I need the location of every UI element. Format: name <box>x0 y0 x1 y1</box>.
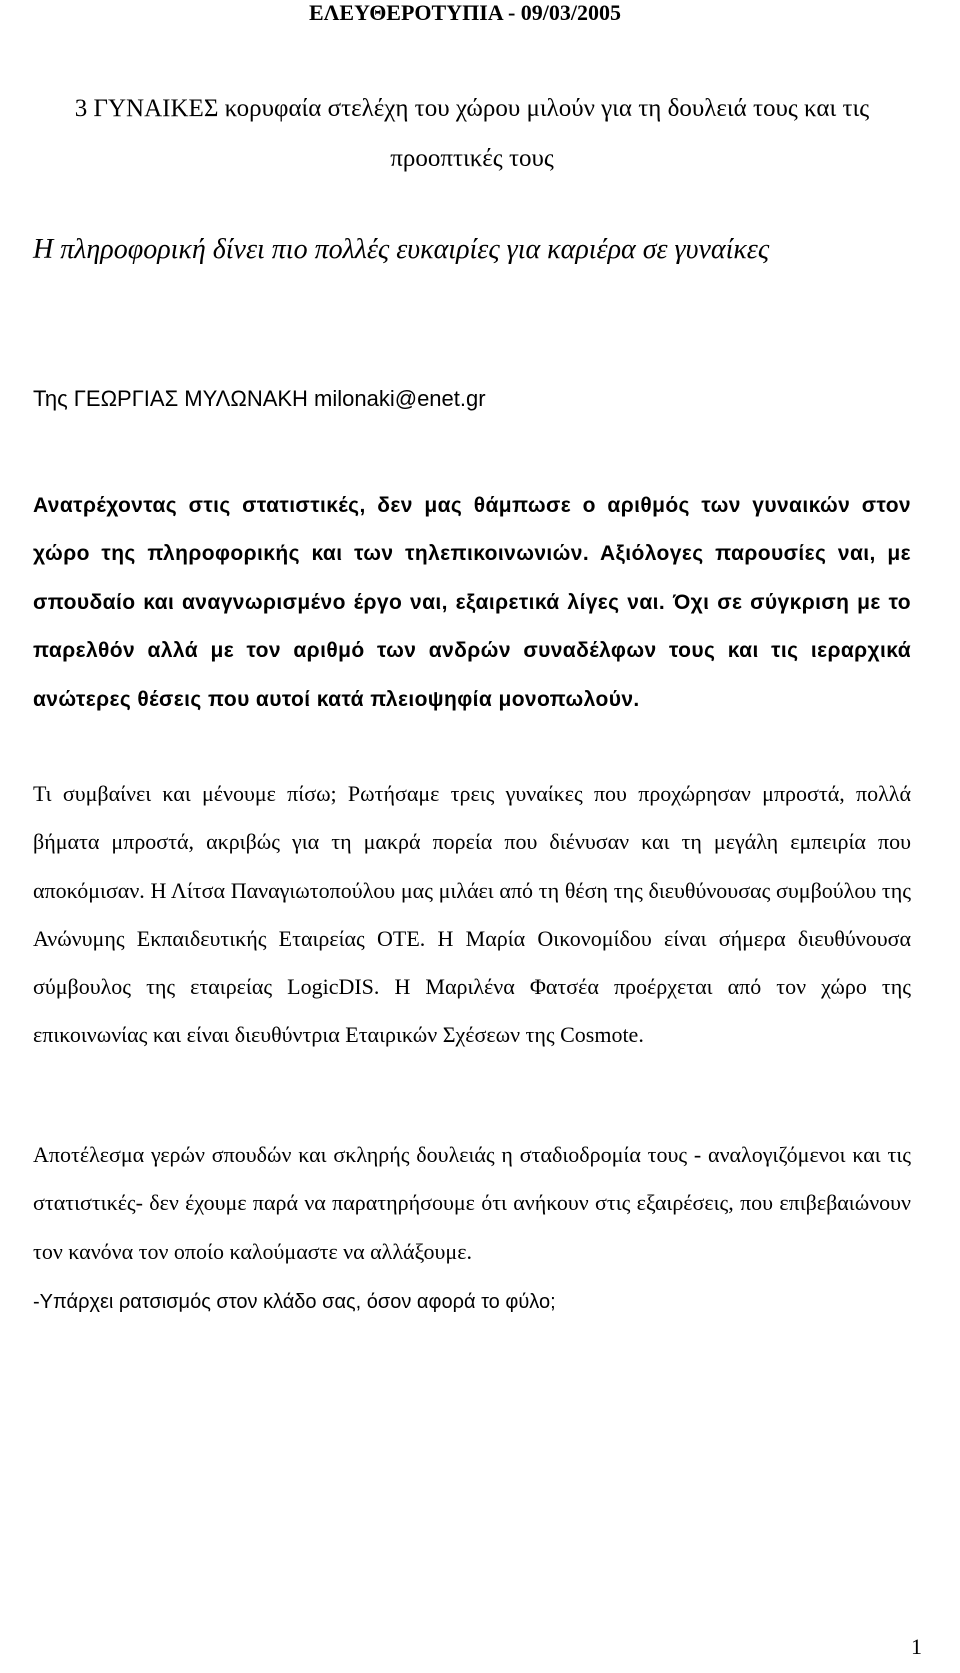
article-byline: Της ΓΕΩΡΓΙΑΣ ΜΥΛΩΝΑΚΗ milonaki@enet.gr <box>33 386 486 411</box>
source-date-header: ΕΛΕΥΘΕΡΟΤΥΠΙΑ - 09/03/2005 <box>308 0 621 25</box>
page-number: 1 <box>911 1634 922 1659</box>
body-paragraph: Αποτέλεσμα γερών σπουδών και σκληρής δουλειάς η σταδιοδρομία τους - αναλογιζόμενοι και τις στατιστικές- δεν έχουμε παρά να παρατηρήσουμε ότι ανήκουν στις εξαιρέσεις, που επιβεβαιώνουν τον κανόνα τον οποίο καλούμαστε να αλλάξουμε. <box>33 1142 911 1264</box>
body-paragraph: Τι συμβαίνει και μένουμε πίσω; Ρωτήσαμε τρεις γυναίκες που προχώρησαν μπροστά, πολλά βήματα μπροστά, ακριβώς για τη μακρά πορεία που διένυσαν και τη μεγάλη εμπειρία που αποκόμισαν. Η Λίτσα Παναγιωτοπούλου μας μιλάει από τη θέση της διευθύνουσας συμβούλου της Ανώνυμης Εκπαιδευτικής Εταιρείας ΟΤΕ. Η Μαρία Οικονομίδου είναι σήμερα διευθύνουσα σύμβουλος της εταιρείας LogicDIS. Η Μαριλένα Φατσέα προέρχεται από τον χώρο της επικοινωνίας και είναι διευθύντρια Εταιρικών Σχέσεων της Cosmote. <box>33 781 911 1048</box>
article-subheadline: Η πληροφορική δίνει πιο πολλές ευκαιρίες για καριέρα σε γυναίκες <box>33 234 770 265</box>
article-headline: 3 ΓΥΝΑΙΚΕΣ κορυφαία στελέχη του χώρου μιλούν για τη δουλειά τους και τις προοπτικές τους <box>74 95 870 172</box>
article-lead: Ανατρέχοντας στις στατιστικές, δεν μας θάμπωσε ο αριθμός των γυναικών στον χώρο της πληροφορικής και των τηλεπικοινωνιών. Αξιόλογες παρουσίες ναι, με σπουδαίο και αναγνωρισμένο έργο ναι, εξαιρετικά λίγες ναι. Όχι σε σύγκριση με το παρελθόν αλλά με τον αριθμό των ανδρών συναδέλφων τους και τις ιεραρχικά ανώτερες θέσεις που αυτοί κατά πλειοψηφία μονοπωλούν. <box>33 494 911 711</box>
interview-question: -Υπάρχει ρατσισμός στον κλάδο σας, όσον αφορά το φύλο; <box>33 1291 556 1313</box>
